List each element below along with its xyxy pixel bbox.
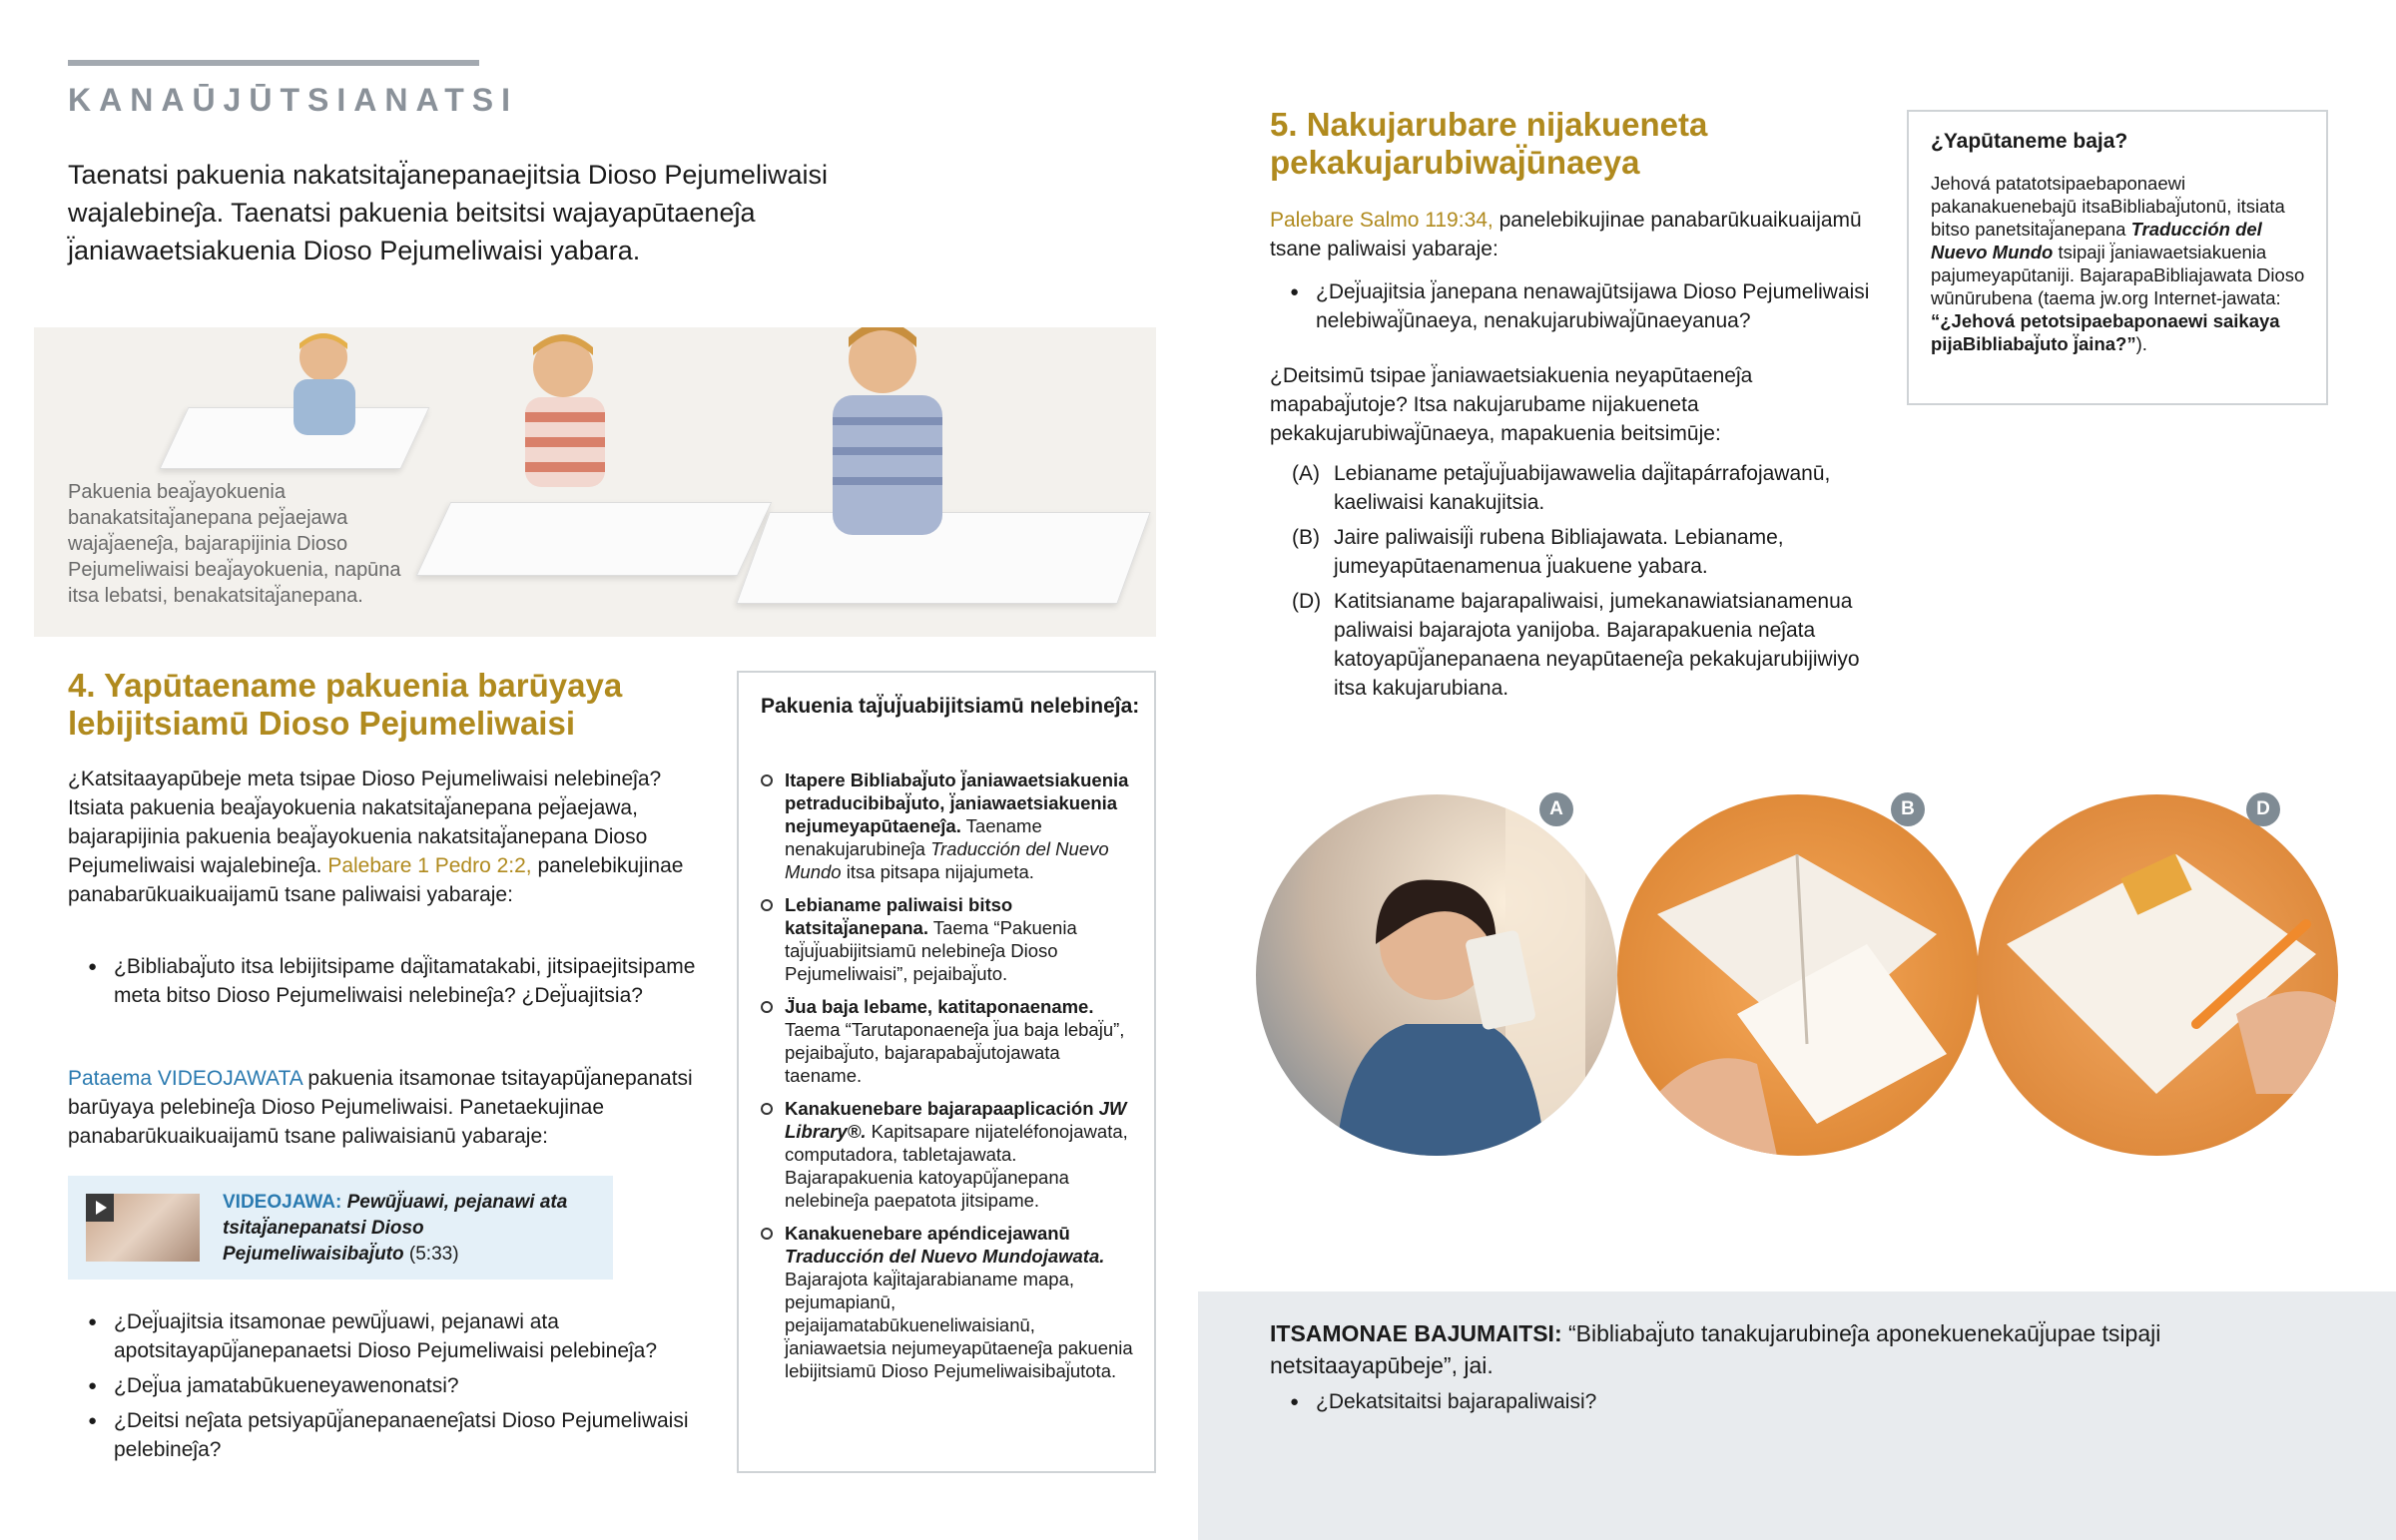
scripture-link-1-peter[interactable]: Palebare 1 Pedro 2:2,: [327, 854, 532, 877]
option-label: (B): [1292, 526, 1320, 549]
boy-teen-icon: [463, 327, 663, 487]
section-4-heading: 4. Yapūtaename pakuenia barūyaya lebijitsiamū Dioso Pejumeliwaisi: [68, 667, 623, 742]
bullet-item: ● ¿Deitsi neĵata petsiyapūj̈anepanaeneĵatsi Dioso Pejumeliwaisi pelebineĵa?: [114, 1406, 733, 1464]
para-text: panelebikujinae panabarūkuaikuaijamū tsane paliwaisi yabaraje:: [1270, 209, 1862, 260]
option-text: Katitsianame bajarapaliwaisi, jumekanawiatsianamenua paliwaisi bajarajota yanijoba. Bajarapakuenia neĵata katoyapūj̈anepanaena neyapūtaeneĵa pekakujarubijiwiyo itsa kakujarubiana.: [1334, 590, 1860, 700]
young-man-icon: [773, 327, 992, 537]
info-text: ).: [2135, 333, 2147, 354]
section-5-heading: 5. Nakujarubare nijakueneta pekakujarubiwaj̈ūnaeya: [1270, 106, 1708, 181]
info-text: tsipaji j̈aniawaetsiakuenia pajumeyapūtaniji. BajarapaBibliajawata Dioso wūnūrubena (taema jw.org Internet-jawata:: [1931, 242, 2305, 308]
tip-bold: Lebianame paliwaisi bitso katsitaj̈anepana.: [785, 894, 1013, 938]
tip-bold-italic: jawata.: [1042, 1246, 1105, 1267]
option-d: [1270, 587, 1889, 703]
tip-item: [761, 995, 1140, 1087]
video-label: VIDEOJAWA:: [223, 1192, 342, 1213]
did-you-know-box: [1907, 110, 2328, 405]
section-title: KANAŪJŪTSIANATSI: [68, 82, 518, 118]
tip-text: Taema “Pakuenia taj̈uj̈uabijitsiamū nelebineĵa Dioso Pejumeliwaisi”, pejaibaj̈uto.: [785, 917, 1077, 984]
tip-text: Kapitsapare nijateléfonojawata, computadora, tabletajawata. Bajarapakuenia katoyapūj̈anepana nelebineĵa paepatota jitsipame.: [785, 1121, 1128, 1211]
section-5-paragraph-1: [1270, 206, 1869, 263]
intro-paragraph: Taenatsi pakuenia nakatsitaj̈anepanaejitsia Dioso Pejumeliwaisi wajalebineĵa. Taenatsi pakuenia beitsitsi wajayapūtaeneĵa j̈aniawaetsiakuenia Dioso Pejumeliwaisi yabara.: [68, 160, 828, 265]
info-text: Jehová patatotsipaebaponaewi pakanakuenebajū itsaBibliabaj̈utonū, itsiata bitso panetsitaj̈anepana: [1931, 173, 2285, 240]
option-text: Jaire paliwaisij̈i rubena Bibliajawata. Lebianame, jumeyapūtaenamenua j̈uakuene yabara.: [1334, 526, 1784, 578]
option-label: (A): [1292, 462, 1320, 485]
section-4-bullets-1: [68, 952, 713, 1016]
info-link[interactable]: “¿Jehová petotsipaebaponaewi saikaya pijaBibliabaj̈uto j̈aina?”: [1931, 310, 2280, 354]
tips-title: Pakuenia taj̈uj̈uabijitsiamū nelebineĵa:: [761, 695, 1140, 718]
panel-bullets: [1270, 1387, 2214, 1422]
reading-tips-box: [737, 671, 1156, 1473]
section-4-bullets-2: [68, 1307, 733, 1470]
tip-text: Taema “Tarutaponaeneĵa j̈ua baja lebaj̈u”, pejaibaj̈uto, bajarapabaj̈utojawata taename.: [785, 1019, 1125, 1086]
section-5-paragraph-2: ¿Deitsimū tsipae j̈aniawaetsiakuenia neyapūtaeneĵa mapabaj̈utoje? Itsa nakujarubame nijakueneta pekakujarubiwaj̈ūnaeya, mapakuenia beitsimūje:: [1270, 364, 1753, 445]
badge-a: A: [1539, 792, 1573, 826]
badge-b: B: [1891, 792, 1925, 826]
study-method-options: [1270, 459, 1889, 709]
info-title: ¿Yapūtaneme baja?: [1931, 130, 2128, 153]
open-bible-icon: [1617, 794, 1979, 1156]
panel-quote: “Bibliabaj̈uto tanakujarubineĵa aponekuenekaūj̈upae tsipaji netsitaayapūbeje”, jai.: [1270, 1320, 2161, 1378]
tip-text: Taename nenakujarubineĵa: [785, 815, 1042, 859]
video-duration: (5:33): [408, 1244, 459, 1265]
circle-illustration-b: [1617, 794, 1979, 1156]
bullet-item: ● ¿Dej̈uajitsia itsamonae pewūj̈uawi, pejanawi ata apotsitayapūj̈anepanaetsi Dioso Pejumeliwaisi pelebineĵa?: [114, 1307, 733, 1365]
tip-item: [761, 1222, 1140, 1382]
info-italic: Traducción del Nuevo Mundo: [1931, 219, 2262, 262]
video-thumbnail[interactable]: [86, 1194, 200, 1262]
tip-text: itsa pitsapa nijajumeta.: [846, 861, 1034, 882]
video-title[interactable]: [223, 1190, 582, 1268]
tip-italic: Traducción del Nuevo Mundo: [785, 838, 1109, 882]
some-people-say-panel: [1198, 1291, 2396, 1540]
videos-link[interactable]: Pataema VIDEOJAWATA: [68, 1067, 302, 1090]
panel-label: ITSAMONAE BAJUMAITSI:: [1270, 1320, 1562, 1346]
bullet-item: ● ¿Dej̈uajitsia j̈anepana nenawajūtsijawa Dioso Pejumeliwaisi nelebiwaj̈ūnaeya, nenakujarubiwaj̈ūnaeyanua?: [1316, 277, 1915, 335]
eating-illustration: [34, 327, 1156, 637]
para1-end: panelebikujinae panabarūkuaikuaijamū tsane paliwaisi yabaraje:: [68, 854, 684, 906]
info-body: [1931, 172, 2310, 355]
tip-bold-italic: JW Library®.: [785, 1098, 1127, 1142]
tip-bold: Itapere Bibliabaj̈uto j̈aniawaetsiakuenia petraducibibaj̈uto, j̈aniawaetsiakuenia nejumeyapūtaeneĵa.: [785, 770, 1129, 836]
section-4-paragraph-2: [68, 1064, 697, 1151]
option-label: (D): [1292, 590, 1322, 613]
section-4-paragraph-1: [68, 765, 697, 909]
tips-list: [761, 769, 1140, 1392]
para2-text: pakuenia itsamonae tsitayapūj̈anepanatsi barūyaya pelebineĵa Dioso Pejumeliwaisi. Panetaekujinae panabarūkuaikuaijamū tsane paliwaisianū yabaraje:: [68, 1067, 693, 1148]
option-text: Lebianame petaj̈uj̈uabijawawelia daj̈itapárrafojawanū, kaeliwaisi kanakujitsia.: [1334, 462, 1831, 514]
video-card[interactable]: [68, 1176, 613, 1280]
woman-reading-phone-icon: [1256, 794, 1617, 1156]
para1-text: ¿Katsitaayapūbeje meta tsipae Dioso Pejumeliwaisi nelebineĵa? Itsiata pakuenia beaj̈ayokuenia nakatsitaj̈anepana pej̈aejawa, bajarapijinia pakuenia beaj̈ayokuenia nakatsitaj̈anepana Dioso Pejumeliwaisi wajalebineĵa.: [68, 768, 662, 877]
tip-item: [761, 1097, 1140, 1212]
tip-item: [761, 893, 1140, 985]
option-b: [1270, 523, 1889, 581]
circle-illustration-d: [1977, 794, 2338, 1156]
badge-d: D: [2246, 792, 2280, 826]
illustration-caption: Pakuenia beaj̈ayokuenia banakatsitaj̈anepana pej̈aejawa wajaj̈aeneĵa, bajarapijinia Dioso Pejumeliwaisi beaj̈ayokuenia, napūna itsa lebatsi, benakatsitaj̈anepana.: [68, 481, 401, 607]
tip-bold-italic: Traducción del Nuevo Mundo: [785, 1246, 1043, 1267]
option-a: [1270, 459, 1889, 517]
table-2: [416, 502, 773, 576]
tip-text: Bajarajota kaj̈itajarabianame mapa, pejumapianū, pejaijamatabūkueneliwaisianū, j̈aniawaetsia nejumeyapūtaeneĵa pakuenia lebijitsiamū Dioso Pejumeliwaisibaj̈utota.: [785, 1269, 1133, 1381]
circle-illustration-a: [1256, 794, 1617, 1156]
section-5-bullets: [1270, 277, 1915, 341]
tip-bold: J̈ua baja lebame, katitaponaename.: [785, 996, 1094, 1017]
tip-bold: Kanakuenebare bajarapaaplicación: [785, 1098, 1094, 1119]
boy-child-icon: [254, 327, 413, 437]
tip-bold: Kanakuenebare apéndicejawanū: [785, 1223, 1070, 1244]
tip-item: [761, 769, 1140, 883]
some-people-say-text: [1270, 1317, 2188, 1381]
video-title-text: Pewūj̈uawi, pejanawi ata tsitaj̈anepanatsi Dioso Pejumeliwaisibaj̈uto: [223, 1192, 568, 1265]
bullet-item: ● ¿Dekatsitaitsi bajarapaliwaisi?: [1316, 1387, 2214, 1416]
scripture-link-psalm[interactable]: Palebare Salmo 119:34,: [1270, 209, 1494, 232]
book-with-pen-icon: [1977, 794, 2338, 1156]
bullet-item: ● ¿Dej̈ua jamatabūkueneyawenonatsi?: [114, 1371, 733, 1400]
play-icon[interactable]: [86, 1194, 114, 1222]
top-rule: [68, 60, 479, 66]
bullet-item: ● ¿Bibliabaj̈uto itsa lebijitsipame daj̈itamatakabi, jitsipaejitsipame meta bitso Dioso Pejumeliwaisi nelebineĵa? ¿Dej̈uajitsia?: [114, 952, 713, 1010]
